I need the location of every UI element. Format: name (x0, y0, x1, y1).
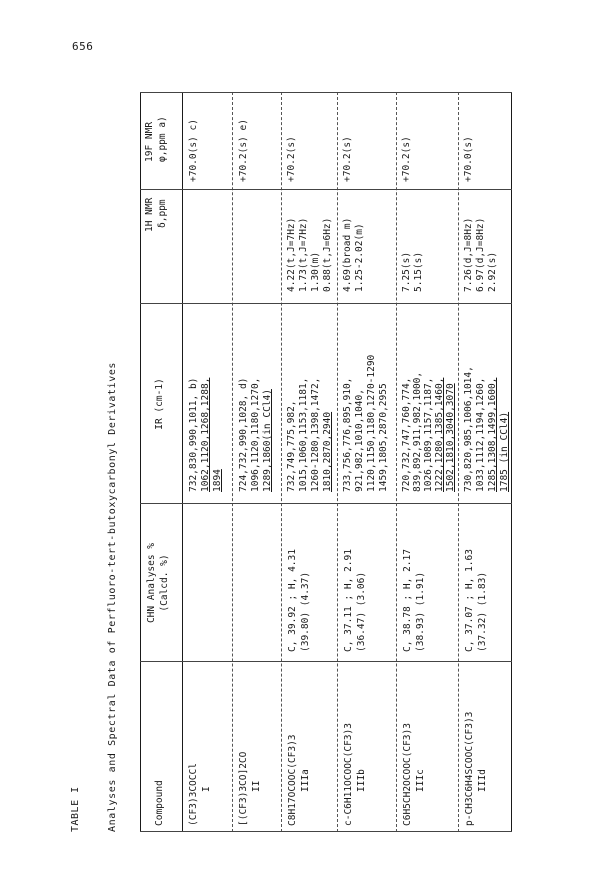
ir-line: 1015,1060,1153,1181, (298, 377, 309, 492)
ir-line: 1120,1150,1180,1270-1290 (366, 354, 377, 492)
ir-line: 1502,1810,3040,3070 (445, 383, 456, 492)
h-nmr-line: 7.25(s) (401, 251, 412, 292)
row-divider (396, 92, 397, 832)
compound-formula: [(CF3)3CO]2CO (238, 751, 249, 826)
ir-line: 1062,1120,1268,1288, (200, 377, 211, 492)
compound-formula: C6H5CH2OCOOC(CF3)3 (402, 723, 413, 826)
ir-line: 733,756,776,895,910, (342, 377, 353, 492)
page-number: 656 (72, 40, 94, 53)
column-rule (140, 189, 512, 190)
ir-line: 1260-1280,1398,1472, (310, 377, 321, 492)
h-nmr-line: 1.73(t,J=7Hz) (298, 217, 309, 292)
f-nmr-value: +70.0(s) c) (188, 119, 199, 182)
ir-line: 720,732,747,760,774, (401, 377, 412, 492)
rotated-table-page (70, 92, 530, 832)
analyses-calcd: (36.47) (3.06) (356, 571, 367, 652)
column-rule (140, 831, 512, 832)
ir-line: 1289,1860(in CCl4) (262, 389, 273, 492)
bottom-rule (511, 92, 512, 832)
row-divider (232, 92, 233, 832)
compound-formula: (CF3)3COCCl (188, 763, 199, 826)
compound-formula: c-C6H11OCOOC(CF3)3 (343, 723, 354, 826)
h-nmr-line: 4.22(t,J=7Hz) (286, 217, 297, 292)
row-divider (281, 92, 282, 832)
h-nmr-line: 6.97(d,J=8Hz) (475, 217, 486, 292)
column-rule (140, 92, 512, 93)
top-rule (140, 92, 141, 832)
header-analyses-calcd: (Calcd. %) (159, 554, 170, 612)
analyses-found: C, 37.11 ; H, 2.91 (343, 549, 354, 652)
analyses-calcd: (38.93) (1.91) (415, 571, 426, 652)
header-f-nmr-unit: φ,ppm a) (157, 116, 168, 162)
compound-id: IIId (477, 769, 488, 792)
h-nmr-line: 4.69(broad m) (342, 217, 353, 292)
compound-formula: C8H17OCOOC(CF3)3 (287, 734, 298, 826)
f-nmr-value: +70.2(s) (286, 136, 297, 182)
ir-line: 724,732,990,1028, d) (238, 377, 249, 492)
h-nmr-line: 0.88(t,J=6Hz) (322, 217, 333, 292)
table-label: TABLE I (70, 786, 81, 832)
table-caption: Analyses and Spectral Data of Perfluoro-tert-butoxycarbonyl Derivatives (107, 361, 118, 832)
ir-line: 730,820,985,1006,1014, (463, 366, 474, 492)
h-nmr-line: 1.30(m) (310, 251, 321, 292)
row-divider (458, 92, 459, 832)
ir-line: 1222,1280,1385,1460, (434, 377, 445, 492)
analyses-found: C, 39.92 ; H, 4.31 (287, 549, 298, 652)
header-h-nmr-unit: δ,ppm (157, 199, 168, 228)
header-h-nmr: 1H NMR (144, 197, 155, 232)
analyses-calcd: (37.32) (1.83) (477, 571, 488, 652)
row-divider (337, 92, 338, 832)
ir-line: 1894 (212, 469, 223, 492)
f-nmr-value: +70.2(s) (342, 136, 353, 182)
ir-line: 1459,1805,2870,2955 (378, 383, 389, 492)
analyses-found: C, 38.78 ; H, 2.17 (402, 549, 413, 652)
compound-id: IIIc (415, 769, 426, 792)
h-nmr-line: 7.26(d,J=8Hz) (463, 217, 474, 292)
compound-id: IIIa (300, 769, 311, 792)
f-nmr-value: +70.0(s) (463, 136, 474, 182)
column-rule (140, 661, 512, 662)
f-nmr-value: +70.2(s) (401, 136, 412, 182)
ir-line: 839,892,911,982,1000, (412, 371, 423, 492)
compound-formula: p-CH3C6H4SCOOC(CF3)3 (464, 711, 475, 826)
ir-line: 732,830,990,1011, b) (188, 377, 199, 492)
ir-line: 732,749,775,982, (286, 400, 297, 492)
f-nmr-value: +70.2(s) e) (238, 119, 249, 182)
ir-line: 1033,1112,1194,1260, (475, 377, 486, 492)
header-f-nmr: 19F NMR (144, 121, 155, 162)
ir-line: 1096,1120,1180,1270, (250, 377, 261, 492)
header-ir: IR (cm-1) (154, 378, 165, 430)
analyses-calcd: (39.80) (4.37) (300, 571, 311, 652)
column-rule (140, 503, 512, 504)
h-nmr-line: 2.92(s) (487, 251, 498, 292)
data-table (140, 92, 512, 832)
header-analyses: CHN Analyses % (146, 542, 157, 624)
column-rule (140, 303, 512, 304)
header-compound: Compound (154, 780, 165, 826)
header-rule (182, 92, 183, 832)
analyses-found: C, 37.07 ; H, 1.63 (464, 549, 475, 652)
ir-line: 1026,1089,1157,1187, (423, 377, 434, 492)
compound-id: IIIb (356, 769, 367, 792)
ir-line: 1785 (in CCl4) (499, 411, 510, 492)
h-nmr-line: 1.25-2.02(m) (354, 223, 365, 292)
compound-id: II (251, 780, 262, 792)
h-nmr-line: 5.15(s) (413, 251, 424, 292)
ir-line: 1810,2870,2940 (322, 411, 333, 492)
ir-line: 921,982,1010,1040, (354, 389, 365, 492)
ir-line: 1285,1308,1499,1600, (487, 377, 498, 492)
compound-id: I (201, 786, 212, 792)
